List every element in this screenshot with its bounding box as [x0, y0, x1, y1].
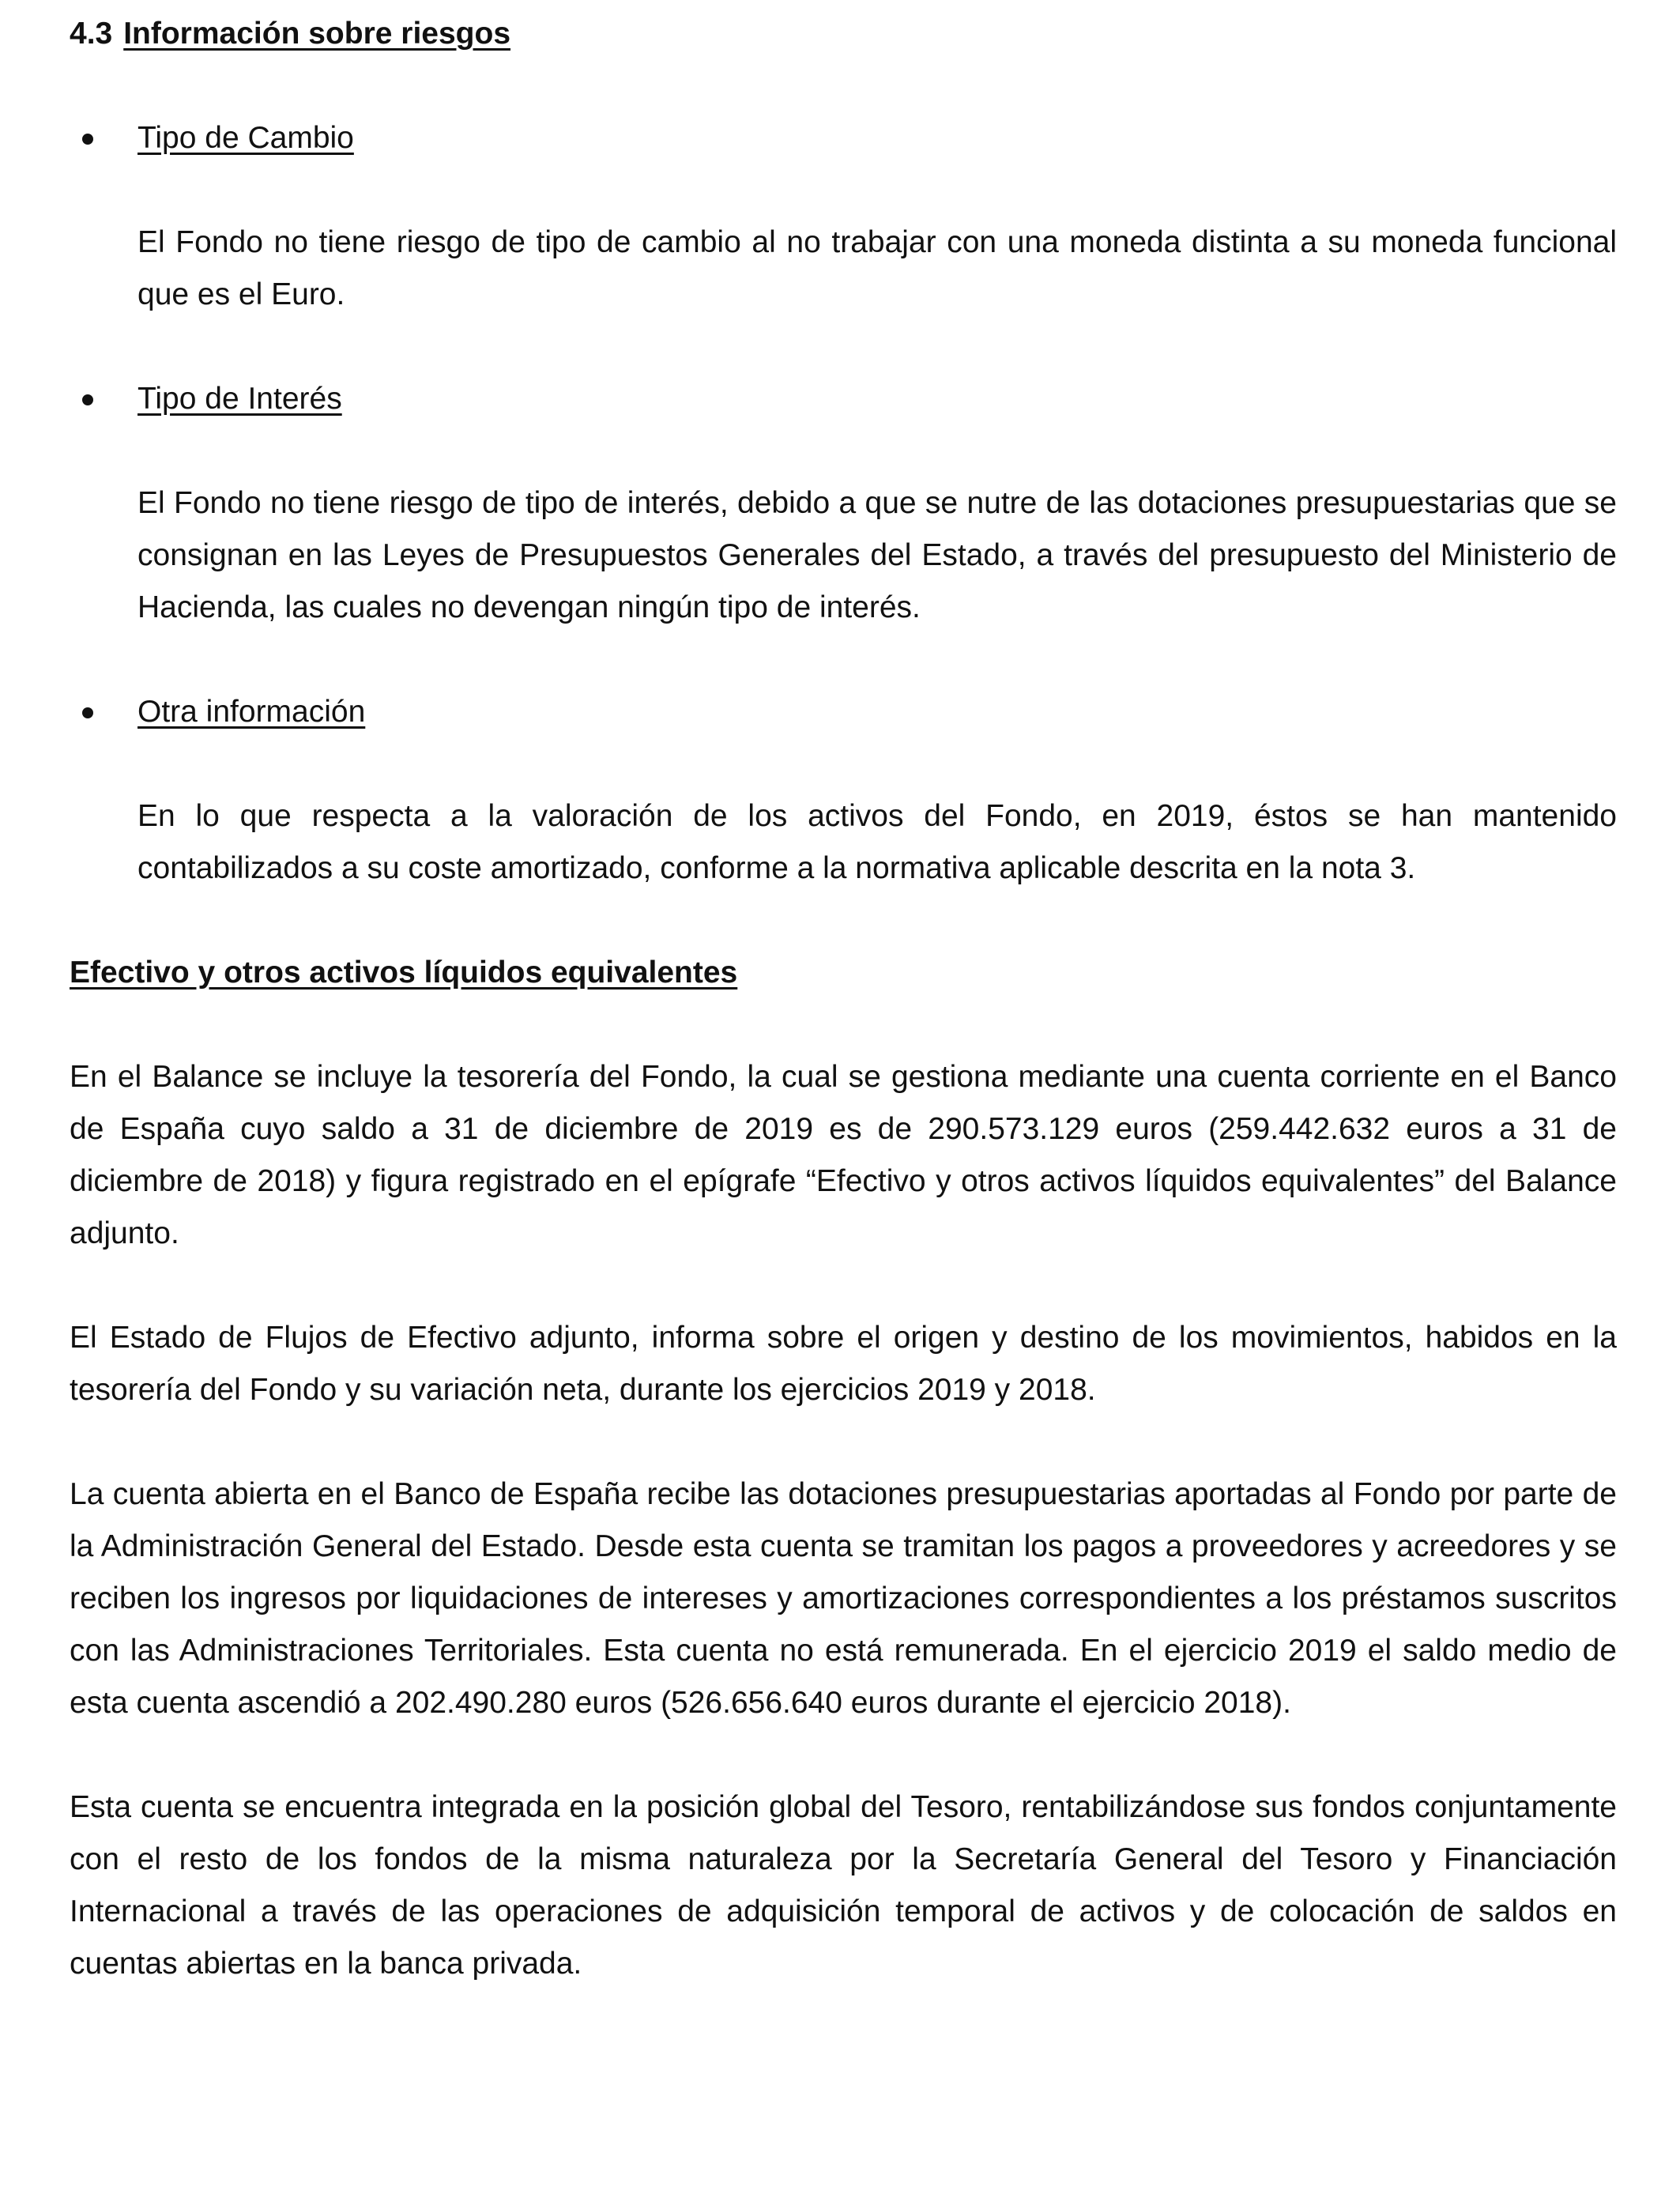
bullet-icon	[82, 707, 93, 718]
document-page	[70, 8, 1617, 1990]
section-heading	[70, 8, 1617, 60]
risk-label: Otra información	[137, 695, 366, 729]
cash-paragraph: La cuenta abierta en el Banco de España recibe las dotaciones presupuestarias aportadas al Fondo por parte de la Administración General del Estado. Desde esta cuenta se tramitan los pagos a proveedores y acreedores y se reciben los ingresos por liquidaciones de intereses y amortizaciones correspondientes a los préstamos suscritos con las Administraciones Territoriales. Esta cuenta no está remunerada. En el ejercicio 2019 el saldo medio de esta cuenta ascendió a 202.490.280 euros (526.656.640 euros durante el ejercicio 2018).	[70, 1477, 1617, 1720]
risk-label: Tipo de Cambio	[137, 121, 354, 155]
risk-label: Tipo de Interés	[137, 382, 342, 416]
cash-paragraph: En el Balance se incluye la tesorería del Fondo, la cual se gestiona mediante una cuenta corriente en el Banco de España cuyo saldo a 31 de diciembre de 2019 es de 290.573.129 euros (259.442.632 euros a 31 de diciembre de 2018) y figura registrado en el epígrafe “Efectivo y otros activos líquidos equivalentes” del Balance adjunto.	[70, 1060, 1617, 1250]
risk-text: El Fondo no tiene riesgo de tipo de interés, debido a que se nutre de las dotaciones presupuestarias que se consignan en las Leyes de Presupuestos Generales del Estado, a través del presupuesto del Ministerio de Hacienda, las cuales no devengan ningún tipo de interés.	[137, 486, 1617, 624]
risk-item-exchange	[70, 112, 1617, 321]
cash-paragraph: El Estado de Flujos de Efectivo adjunto, informa sobre el origen y destino de los movimientos, habidos en la tesorería del Fondo y su variación neta, durante los ejercicios 2019 y 2018.	[70, 1321, 1617, 1407]
risk-text: El Fondo no tiene riesgo de tipo de cambio al no trabajar con una moneda distinta a su moneda funcional que es el Euro.	[137, 225, 1617, 311]
cash-paragraph: Esta cuenta se encuentra integrada en la posición global del Tesoro, rentabilizándose sus fondos conjuntamente con el resto de los fondos de la misma naturaleza por la Secretaría General del Tesoro y Financiación Internacional a través de las operaciones de adquisición temporal de activos y de colocación de saldos en cuentas abiertas en la banca privada.	[70, 1790, 1617, 1981]
cash-heading: Efectivo y otros activos líquidos equivalentes	[70, 956, 738, 990]
risk-item-other	[70, 686, 1617, 895]
bullet-icon	[82, 134, 93, 145]
bullet-icon	[82, 394, 93, 405]
risk-text: En lo que respecta a la valoración de los activos del Fondo, en 2019, éstos se han mantenido contabilizados a su coste amortizado, conforme a la normativa aplicable descrita en la nota 3.	[137, 799, 1617, 885]
section-title: Información sobre riesgos	[123, 17, 511, 51]
section-number: 4.3	[70, 17, 113, 51]
risk-item-interest	[70, 373, 1617, 634]
